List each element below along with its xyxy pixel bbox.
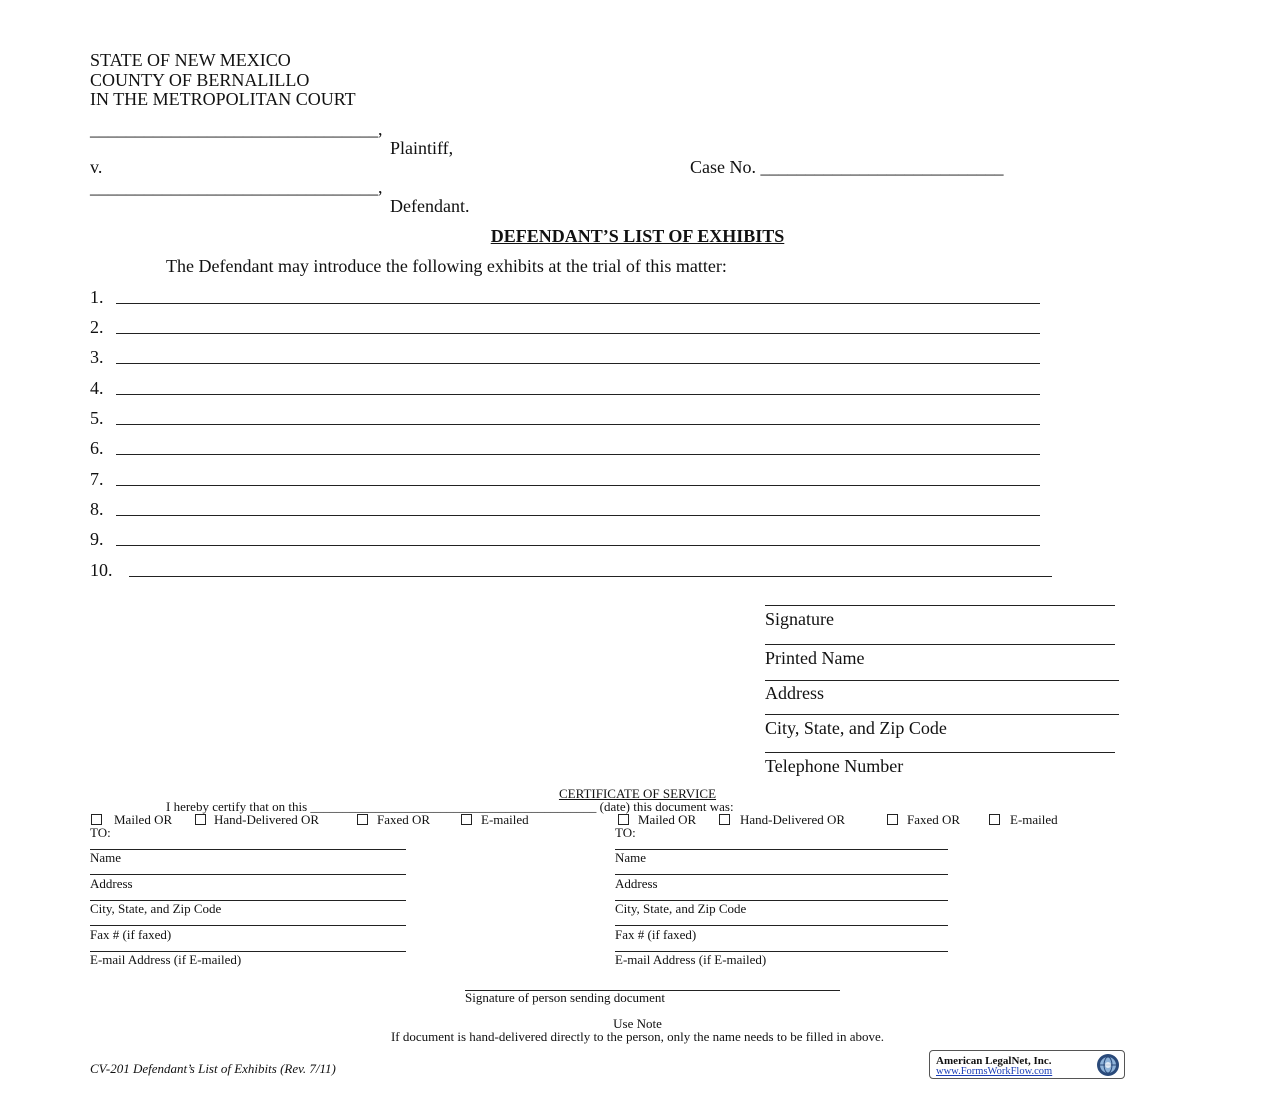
exhibit-number: 8.: [90, 499, 104, 519]
exhibit-number: 7.: [90, 469, 104, 489]
certificate-title: CERTIFICATE OF SERVICE: [558, 786, 717, 801]
exhibit-entry-line[interactable]: [116, 515, 1040, 516]
telephone-label: Telephone Number: [765, 756, 904, 776]
use-note-text: If document is hand-delivered directly to the person, only the name needs to be filled in above.: [390, 1029, 885, 1044]
city-state-zip-label: City, State, and Zip Code: [765, 718, 947, 738]
city-state-zip-label: City, State, and Zip Code: [615, 901, 747, 916]
exhibit-number: 4.: [90, 378, 104, 398]
emailed-checkbox[interactable]: [461, 814, 472, 825]
fax-label: Fax # (if faxed): [90, 927, 172, 942]
exhibit-number: 10.: [90, 560, 113, 580]
printed-name-label: Printed Name: [765, 648, 865, 668]
address-line[interactable]: [765, 680, 1119, 681]
to-label: TO:: [615, 825, 636, 840]
exhibit-number: 6.: [90, 438, 104, 458]
plaintiff-name-blank[interactable]: ________________________________,: [90, 119, 383, 139]
address-line[interactable]: [90, 874, 406, 875]
name-line[interactable]: [615, 849, 948, 850]
document-title: DEFENDANT’S LIST OF EXHIBITS: [490, 226, 785, 246]
exhibit-entry-line[interactable]: [116, 333, 1040, 334]
plaintiff-label: Plaintiff,: [390, 138, 454, 158]
signature-label: Signature: [765, 609, 834, 629]
email-label: E-mail Address (if E-mailed): [615, 952, 767, 967]
logo-company-name: American LegalNet, Inc.: [936, 1055, 1052, 1067]
exhibit-entry-line[interactable]: [116, 303, 1040, 304]
use-note-title: Use Note: [613, 1016, 662, 1031]
name-line[interactable]: [90, 849, 406, 850]
printed-name-line[interactable]: [765, 644, 1115, 645]
versus-label: v.: [90, 157, 103, 177]
form-id: CV-201 Defendant’s List of Exhibits (Rev. 7/11): [90, 1061, 336, 1076]
exhibit-entry-line[interactable]: [116, 454, 1040, 455]
publisher-logo[interactable]: [929, 1050, 1125, 1079]
emailed-checkbox[interactable]: [989, 814, 1000, 825]
exhibit-number: 1.: [90, 287, 104, 307]
address-label: Address: [765, 683, 824, 703]
city-state-zip-label: City, State, and Zip Code: [90, 901, 222, 916]
exhibit-entry-line[interactable]: [116, 424, 1040, 425]
defendant-label: Defendant.: [390, 196, 470, 216]
address-label: Address: [90, 876, 133, 891]
mailed-label: Mailed OR: [638, 812, 697, 827]
emailed-label: E-mailed: [1010, 812, 1058, 827]
state-heading: STATE OF NEW MEXICO: [90, 50, 291, 70]
fax-label: Fax # (if faxed): [615, 927, 697, 942]
faxed-label: Faxed OR: [377, 812, 431, 827]
hand-delivered-label: Hand-Delivered OR: [214, 812, 320, 827]
faxed-checkbox[interactable]: [357, 814, 368, 825]
email-label: E-mail Address (if E-mailed): [90, 952, 242, 967]
exhibit-number: 2.: [90, 317, 104, 337]
hand-delivered-label: Hand-Delivered OR: [740, 812, 846, 827]
case-number-field[interactable]: Case No. ___________________________: [690, 157, 1004, 177]
name-label: Name: [90, 850, 122, 865]
court-heading: IN THE METROPOLITAN COURT: [90, 89, 356, 109]
faxed-checkbox[interactable]: [887, 814, 898, 825]
mailed-checkbox[interactable]: [91, 814, 102, 825]
exhibit-entry-line[interactable]: [116, 485, 1040, 486]
globe-icon: [1096, 1053, 1120, 1077]
defendant-name-blank[interactable]: ________________________________,: [90, 177, 383, 197]
mailed-checkbox[interactable]: [618, 814, 629, 825]
faxed-label: Faxed OR: [907, 812, 961, 827]
city-state-zip-line[interactable]: [765, 714, 1119, 715]
emailed-label: E-mailed: [481, 812, 529, 827]
county-heading: COUNTY OF BERNALILLO: [90, 70, 310, 90]
to-label: TO:: [90, 825, 111, 840]
sender-signature-label: Signature of person sending document: [465, 990, 666, 1005]
hand-delivered-checkbox[interactable]: [195, 814, 206, 825]
logo-url-link[interactable]: www.FormsWorkFlow.com: [936, 1066, 1053, 1077]
certify-text: I hereby certify that on this ____________________________________________ (date) this document was:: [166, 799, 734, 814]
exhibit-entry-line[interactable]: [129, 576, 1052, 577]
address-label: Address: [615, 876, 658, 891]
exhibit-entry-line[interactable]: [116, 363, 1040, 364]
exhibit-entry-line[interactable]: [116, 545, 1040, 546]
address-line[interactable]: [615, 874, 948, 875]
exhibit-number: 9.: [90, 529, 104, 549]
hand-delivered-checkbox[interactable]: [719, 814, 730, 825]
telephone-line[interactable]: [765, 752, 1115, 753]
name-label: Name: [615, 850, 647, 865]
fax-line[interactable]: [615, 925, 948, 926]
exhibit-number: 5.: [90, 408, 104, 428]
intro-text: The Defendant may introduce the following exhibits at the trial of this matter:: [166, 256, 727, 276]
exhibit-number: 3.: [90, 347, 104, 367]
signature-line[interactable]: [765, 605, 1115, 606]
fax-line[interactable]: [90, 925, 406, 926]
mailed-label: Mailed OR: [114, 812, 173, 827]
exhibit-entry-line[interactable]: [116, 394, 1040, 395]
